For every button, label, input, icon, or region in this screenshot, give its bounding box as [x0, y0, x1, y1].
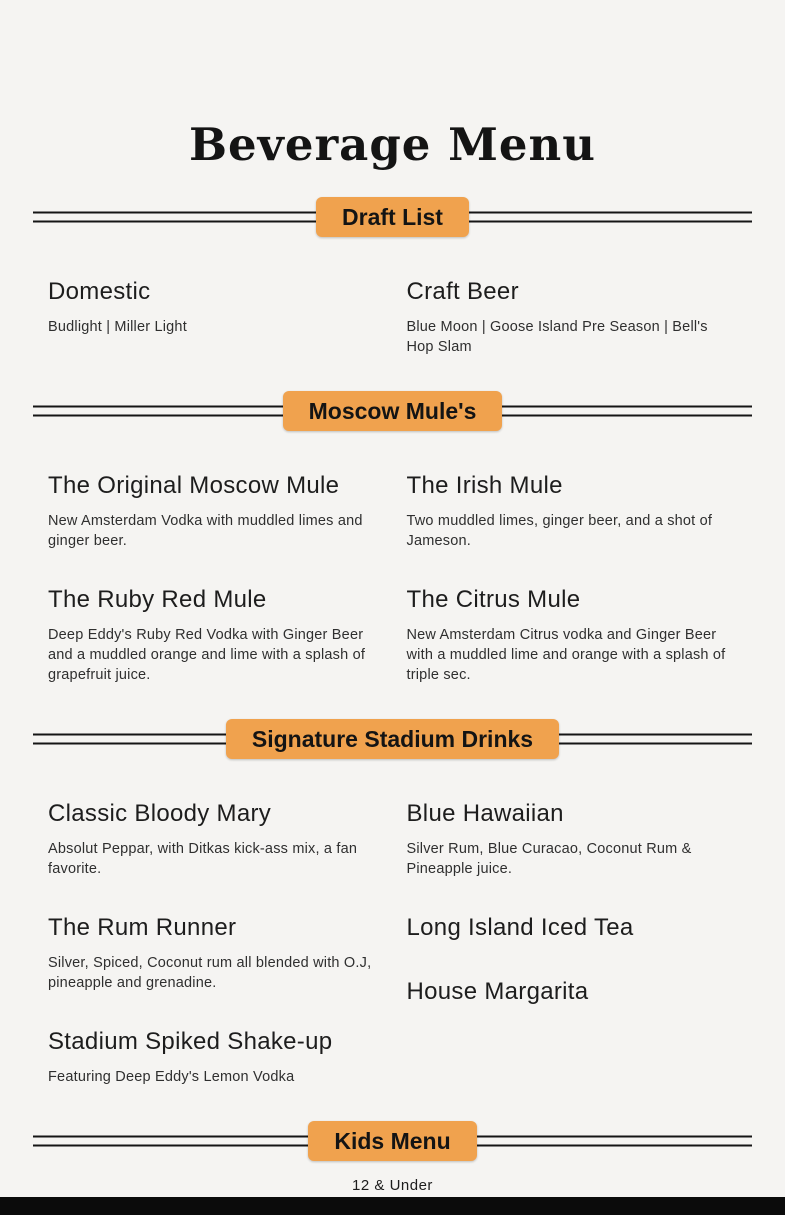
menu-item-long-island-iced-tea [407, 913, 738, 943]
section-kids-menu [0, 1121, 785, 1194]
section-signature-stadium-drinks [0, 719, 785, 1121]
section-draft-list [0, 197, 785, 391]
menu-item-desc: Blue Moon | Goose Island Pre Season | Bell's Hop Slam [406, 319, 708, 355]
menu-item-desc: Silver, Spiced, Coconut rum all blended with O.J, pineapple and grenadine. [48, 955, 372, 991]
menu-item-desc: New Amsterdam Vodka with muddled limes and ginger beer. [48, 513, 363, 549]
menu-item-desc: Two muddled limes, ginger beer, and a shot of Jameson. [406, 513, 713, 549]
menu-item-name: House Margarita [406, 978, 589, 1005]
menu-item-name: Classic Bloody Mary [48, 800, 272, 827]
menu-item-name: Craft Beer [406, 278, 519, 305]
menu-item-desc: Featuring Deep Eddy's Lemon Vodka [48, 1069, 295, 1085]
menu-item-name: Stadium Spiked Shake-up [48, 1028, 333, 1055]
section-divider [33, 1121, 752, 1161]
menu-item-name: The Ruby Red Mule [48, 586, 267, 613]
section-badge-kids-menu: Kids Menu [308, 1121, 476, 1161]
moscow-mules-columns [0, 471, 785, 719]
menu-item-irish-mule [407, 471, 738, 551]
menu-item-craft-beer [407, 277, 738, 357]
section-badge-moscow-mules: Moscow Mule's [283, 391, 503, 431]
menu-item-name: The Citrus Mule [406, 586, 581, 613]
column-left [48, 277, 379, 391]
menu-item-desc: Absolut Peppar, with Ditkas kick-ass mix, a fan favorite. [48, 841, 358, 877]
menu-item-desc: Deep Eddy's Ruby Red Vodka with Ginger Beer and a muddled orange and lime with a splash of grapefruit juice. [48, 627, 366, 683]
section-badge-draft-list: Draft List [316, 197, 469, 237]
column-left [48, 471, 379, 719]
section-badge-signature-stadium-drinks: Signature Stadium Drinks [226, 719, 559, 759]
menu-item-blue-hawaiian [407, 799, 738, 879]
section-divider [33, 197, 752, 237]
menu-item-domestic [48, 277, 379, 337]
menu-item-classic-bloody-mary [48, 799, 379, 879]
column-left [48, 799, 379, 1121]
kids-menu-note: 12 & Under [352, 1177, 433, 1194]
menu-item-rum-runner [48, 913, 379, 993]
menu-item-name: Blue Hawaiian [406, 800, 564, 827]
section-divider [33, 719, 752, 759]
menu-item-desc: New Amsterdam Citrus vodka and Ginger Beer with a muddled lime and orange with a splash of triple sec. [406, 627, 726, 683]
page-title: Beverage Menu [189, 118, 596, 171]
menu-item-name: Domestic [48, 278, 151, 305]
column-right [407, 799, 738, 1121]
menu-item-citrus-mule [407, 585, 738, 685]
section-divider [33, 391, 752, 431]
menu-item-name: The Original Moscow Mule [48, 472, 340, 499]
section-moscow-mules [0, 391, 785, 719]
menu-item-stadium-spiked-shake-up [48, 1027, 379, 1087]
menu-item-name: The Irish Mule [406, 472, 563, 499]
menu-item-house-margarita [407, 977, 738, 1007]
menu-item-name: Long Island Iced Tea [406, 914, 634, 941]
menu-item-ruby-red-mule [48, 585, 379, 685]
column-right [407, 471, 738, 719]
menu-item-name: The Rum Runner [48, 914, 237, 941]
draft-list-columns [0, 277, 785, 391]
footer-bar [0, 1197, 785, 1215]
menu-item-desc: Budlight | Miller Light [48, 319, 187, 335]
menu-item-original-moscow-mule [48, 471, 379, 551]
menu-item-desc: Silver Rum, Blue Curacao, Coconut Rum & Pineapple juice. [406, 841, 692, 877]
signature-drinks-columns [0, 799, 785, 1121]
column-right [407, 277, 738, 391]
